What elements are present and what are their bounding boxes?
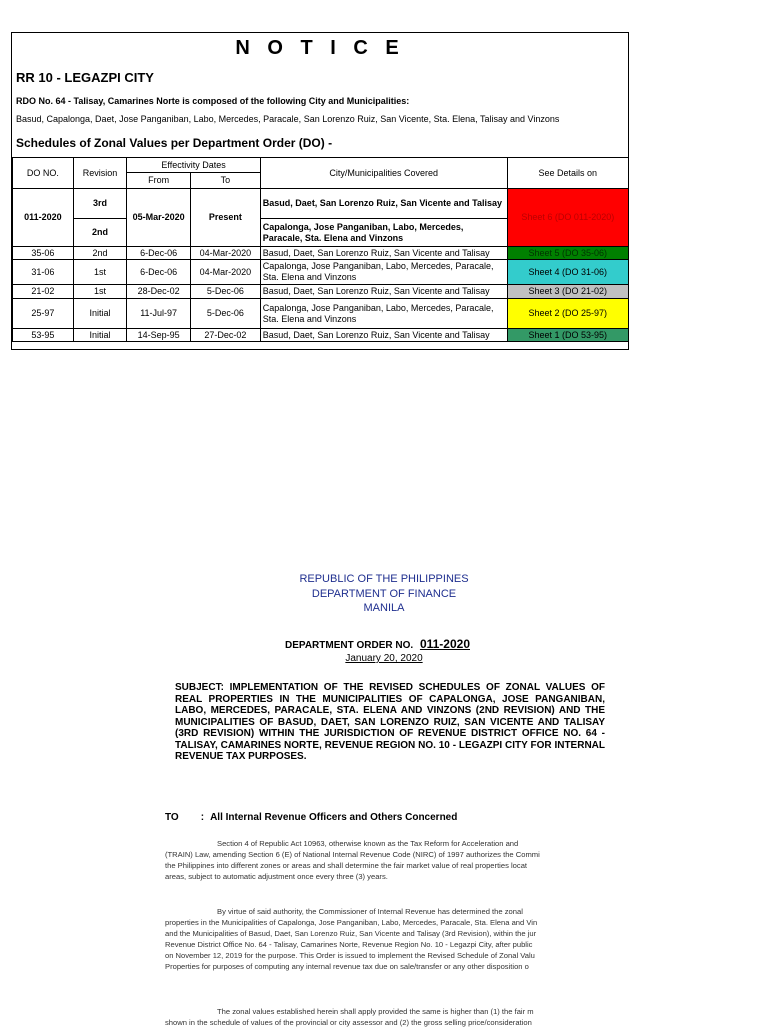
rdo-description: RDO No. 64 - Talisay, Camarines Norte is composed of the following City and Municipalities: <box>16 96 410 106</box>
city-heading: MANILA <box>363 602 405 614</box>
cell-do-no: 011-2020 <box>13 189 74 247</box>
table-row <box>13 247 629 260</box>
department-order-number <box>285 637 470 651</box>
cell-covered: Capalonga, Jose Panganiban, Labo, Mercedes, Paracale, Sta. Elena and Vinzons <box>260 299 507 329</box>
order-date: January 20, 2020 <box>345 653 423 664</box>
paragraph-3 <box>165 1006 605 1028</box>
paragraph-line: By virtue of said authority, the Commissioner of Internal Revenue has determined the zonal <box>217 907 523 916</box>
paragraph-line: Section 4 of Republic Act 10963, otherwise known as the Tax Reform for Acceleration and <box>217 839 519 848</box>
cell-revision: Initial <box>73 299 127 329</box>
cell-revision: Initial <box>73 329 127 342</box>
cell-revision: 1st <box>73 285 127 299</box>
table-row <box>13 299 629 329</box>
cell-do-no: 53-95 <box>13 329 74 342</box>
to-line: TO : All Internal Revenue Officers and Others Concerned <box>165 812 458 823</box>
header-to: To <box>191 173 261 189</box>
table-row <box>13 329 629 342</box>
cell-from: 11-Jul-97 <box>127 299 191 329</box>
revenue-region: RR 10 - LEGAZPI CITY <box>16 70 154 85</box>
cell-covered: Basud, Daet, San Lorenzo Ruiz, San Vicente and Talisay <box>260 189 507 219</box>
do-label: DEPARTMENT ORDER NO. <box>285 640 414 651</box>
cell-from: 6-Dec-06 <box>127 247 191 260</box>
municipalities-list: Basud, Capalonga, Daet, Jose Panganiban, Labo, Mercedes, Paracale, San Lorenzo Ruiz, San Vicente, Sta. Elena, Talisay and Vinzons <box>16 114 560 124</box>
notice-title: N O T I C E <box>235 37 405 59</box>
cell-do-no: 25-97 <box>13 299 74 329</box>
table-header-row <box>13 158 629 173</box>
cell-do-no: 21-02 <box>13 285 74 299</box>
cell-revision: 2nd <box>73 219 127 247</box>
cell-to: 04-Mar-2020 <box>191 260 261 285</box>
header-do-no: DO NO. <box>13 158 74 189</box>
department-heading: DEPARTMENT OF FINANCE <box>311 588 457 600</box>
sheet-2-link[interactable]: Sheet 2 (DO 25-97) <box>507 299 628 329</box>
cell-do-no: 31-06 <box>13 260 74 285</box>
table-row <box>13 189 629 219</box>
cell-to: 27-Dec-02 <box>191 329 261 342</box>
republic-heading: REPUBLIC OF THE PHILIPPINES <box>299 573 469 585</box>
subject-text: SUBJECT: IMPLEMENTATION OF THE REVISED SCHEDULES OF ZONAL VALUES OF REAL PROPERTIES IN THE MUNICIPALITIES OF CAPALONGA, JOSE PANGANIBAN, LABO, MERCEDES, PARACALE, STA. ELENA AND VINZONS (2ND REVISION) AND THE MUNICIPALITIES OF BASUD, DAET, SAN LORENZO RUIZ, SAN VICENTE AND TALISAY (3RD REVISION) WITHIN THE JURISDICTION OF REVENUE DISTRICT OFFICE NO. 64 - TALISAY, CAMARINES NORTE, REVENUE REGION NO. 10 - LEGAZPI CITY FOR INTERNAL REVENUE TAX PURPOSES. <box>175 682 605 762</box>
cell-do-no: 35-06 <box>13 247 74 260</box>
cell-revision: 3rd <box>73 189 127 219</box>
sheet-1-link[interactable]: Sheet 1 (DO 53-95) <box>507 329 628 342</box>
header-effectivity: Effectivity Dates <box>127 158 261 173</box>
table-row <box>13 285 629 299</box>
paragraph-line: Properties for purposes of computing any internal revenue tax due on sale/transfer or any other disposition o <box>165 962 529 971</box>
sheet-3-link[interactable]: Sheet 3 (DO 21-02) <box>507 285 628 299</box>
cell-from: 05-Mar-2020 <box>127 189 191 247</box>
cell-from: 14-Sep-95 <box>127 329 191 342</box>
cell-covered: Capalonga, Jose Panganiban, Labo, Mercedes, Paracale, Sta. Elena and Vinzons <box>260 260 507 285</box>
sheet-4-link[interactable]: Sheet 4 (DO 31-06) <box>507 260 628 285</box>
cell-from: 28-Dec-02 <box>127 285 191 299</box>
cell-covered: Basud, Daet, San Lorenzo Ruiz, San Vicente and Talisay <box>260 329 507 342</box>
paragraph-line: (TRAIN) Law, amending Section 6 (E) of National Internal Revenue Code (NIRC) of 1997 authorizes the Commi <box>165 850 540 859</box>
header-revision: Revision <box>73 158 127 189</box>
do-number: 011-2020 <box>419 637 470 651</box>
paragraph-line: the Philippines into different zones or areas and shall determine the fair market value of real properties locat <box>165 861 528 870</box>
table-row <box>13 260 629 285</box>
cell-covered: Capalonga, Jose Panganiban, Labo, Mercedes, Paracale, Sta. Elena and Vinzons <box>260 219 507 247</box>
paragraph-line: areas, subject to automatic adjustment once every three (3) years. <box>165 872 388 881</box>
department-order-table <box>12 157 629 342</box>
paragraph-line: and the Municipalities of Basud, Daet, San Lorenzo Ruiz, San Vicente and Talisay (3rd Revision), within the jur <box>165 929 537 938</box>
header-from: From <box>127 173 191 189</box>
to-label: TO <box>165 812 179 823</box>
cell-to: 04-Mar-2020 <box>191 247 261 260</box>
to-value: All Internal Revenue Officers and Others Concerned <box>210 812 458 823</box>
notice-box <box>11 32 629 350</box>
schedules-heading: Schedules of Zonal Values per Department Order (DO) - <box>16 136 333 150</box>
paragraph-line: The zonal values established herein shall apply provided the same is higher than (1) the fair m <box>217 1007 534 1016</box>
paragraph-line: Revenue District Office No. 64 - Talisay, Camarines Norte, Revenue Region No. 10 - Legazpi City, after public <box>165 940 533 949</box>
paragraph-line: on November 12, 2019 for the purpose. This Order is issued to implement the Revised Schedule of Zonal Valu <box>165 951 535 960</box>
paragraph-line: shown in the schedule of values of the provincial or city assessor and (2) the gross selling price/consideration <box>165 1018 532 1027</box>
header-details: See Details on <box>507 158 628 189</box>
cell-covered: Basud, Daet, San Lorenzo Ruiz, San Vicente and Talisay <box>260 247 507 260</box>
cell-revision: 1st <box>73 260 127 285</box>
cell-to: 5-Dec-06 <box>191 285 261 299</box>
paragraph-line: properties in the Municipalities of Capalonga, Jose Panganiban, Labo, Mercedes, Paracale, Sta. Elena and Vin <box>165 918 538 927</box>
sheet-5-link[interactable]: Sheet 5 (DO 35-06) <box>507 247 628 260</box>
cell-from: 6-Dec-06 <box>127 260 191 285</box>
cell-to: Present <box>191 189 261 247</box>
header-covered: City/Municipalities Covered <box>260 158 507 189</box>
cell-revision: 2nd <box>73 247 127 260</box>
cell-covered: Basud, Daet, San Lorenzo Ruiz, San Vicente and Talisay <box>260 285 507 299</box>
cell-to: 5-Dec-06 <box>191 299 261 329</box>
sheet-6-link[interactable]: Sheet 6 (DO 011-2020) <box>507 189 628 247</box>
paragraph-2 <box>165 906 605 972</box>
paragraph-1 <box>165 838 605 882</box>
